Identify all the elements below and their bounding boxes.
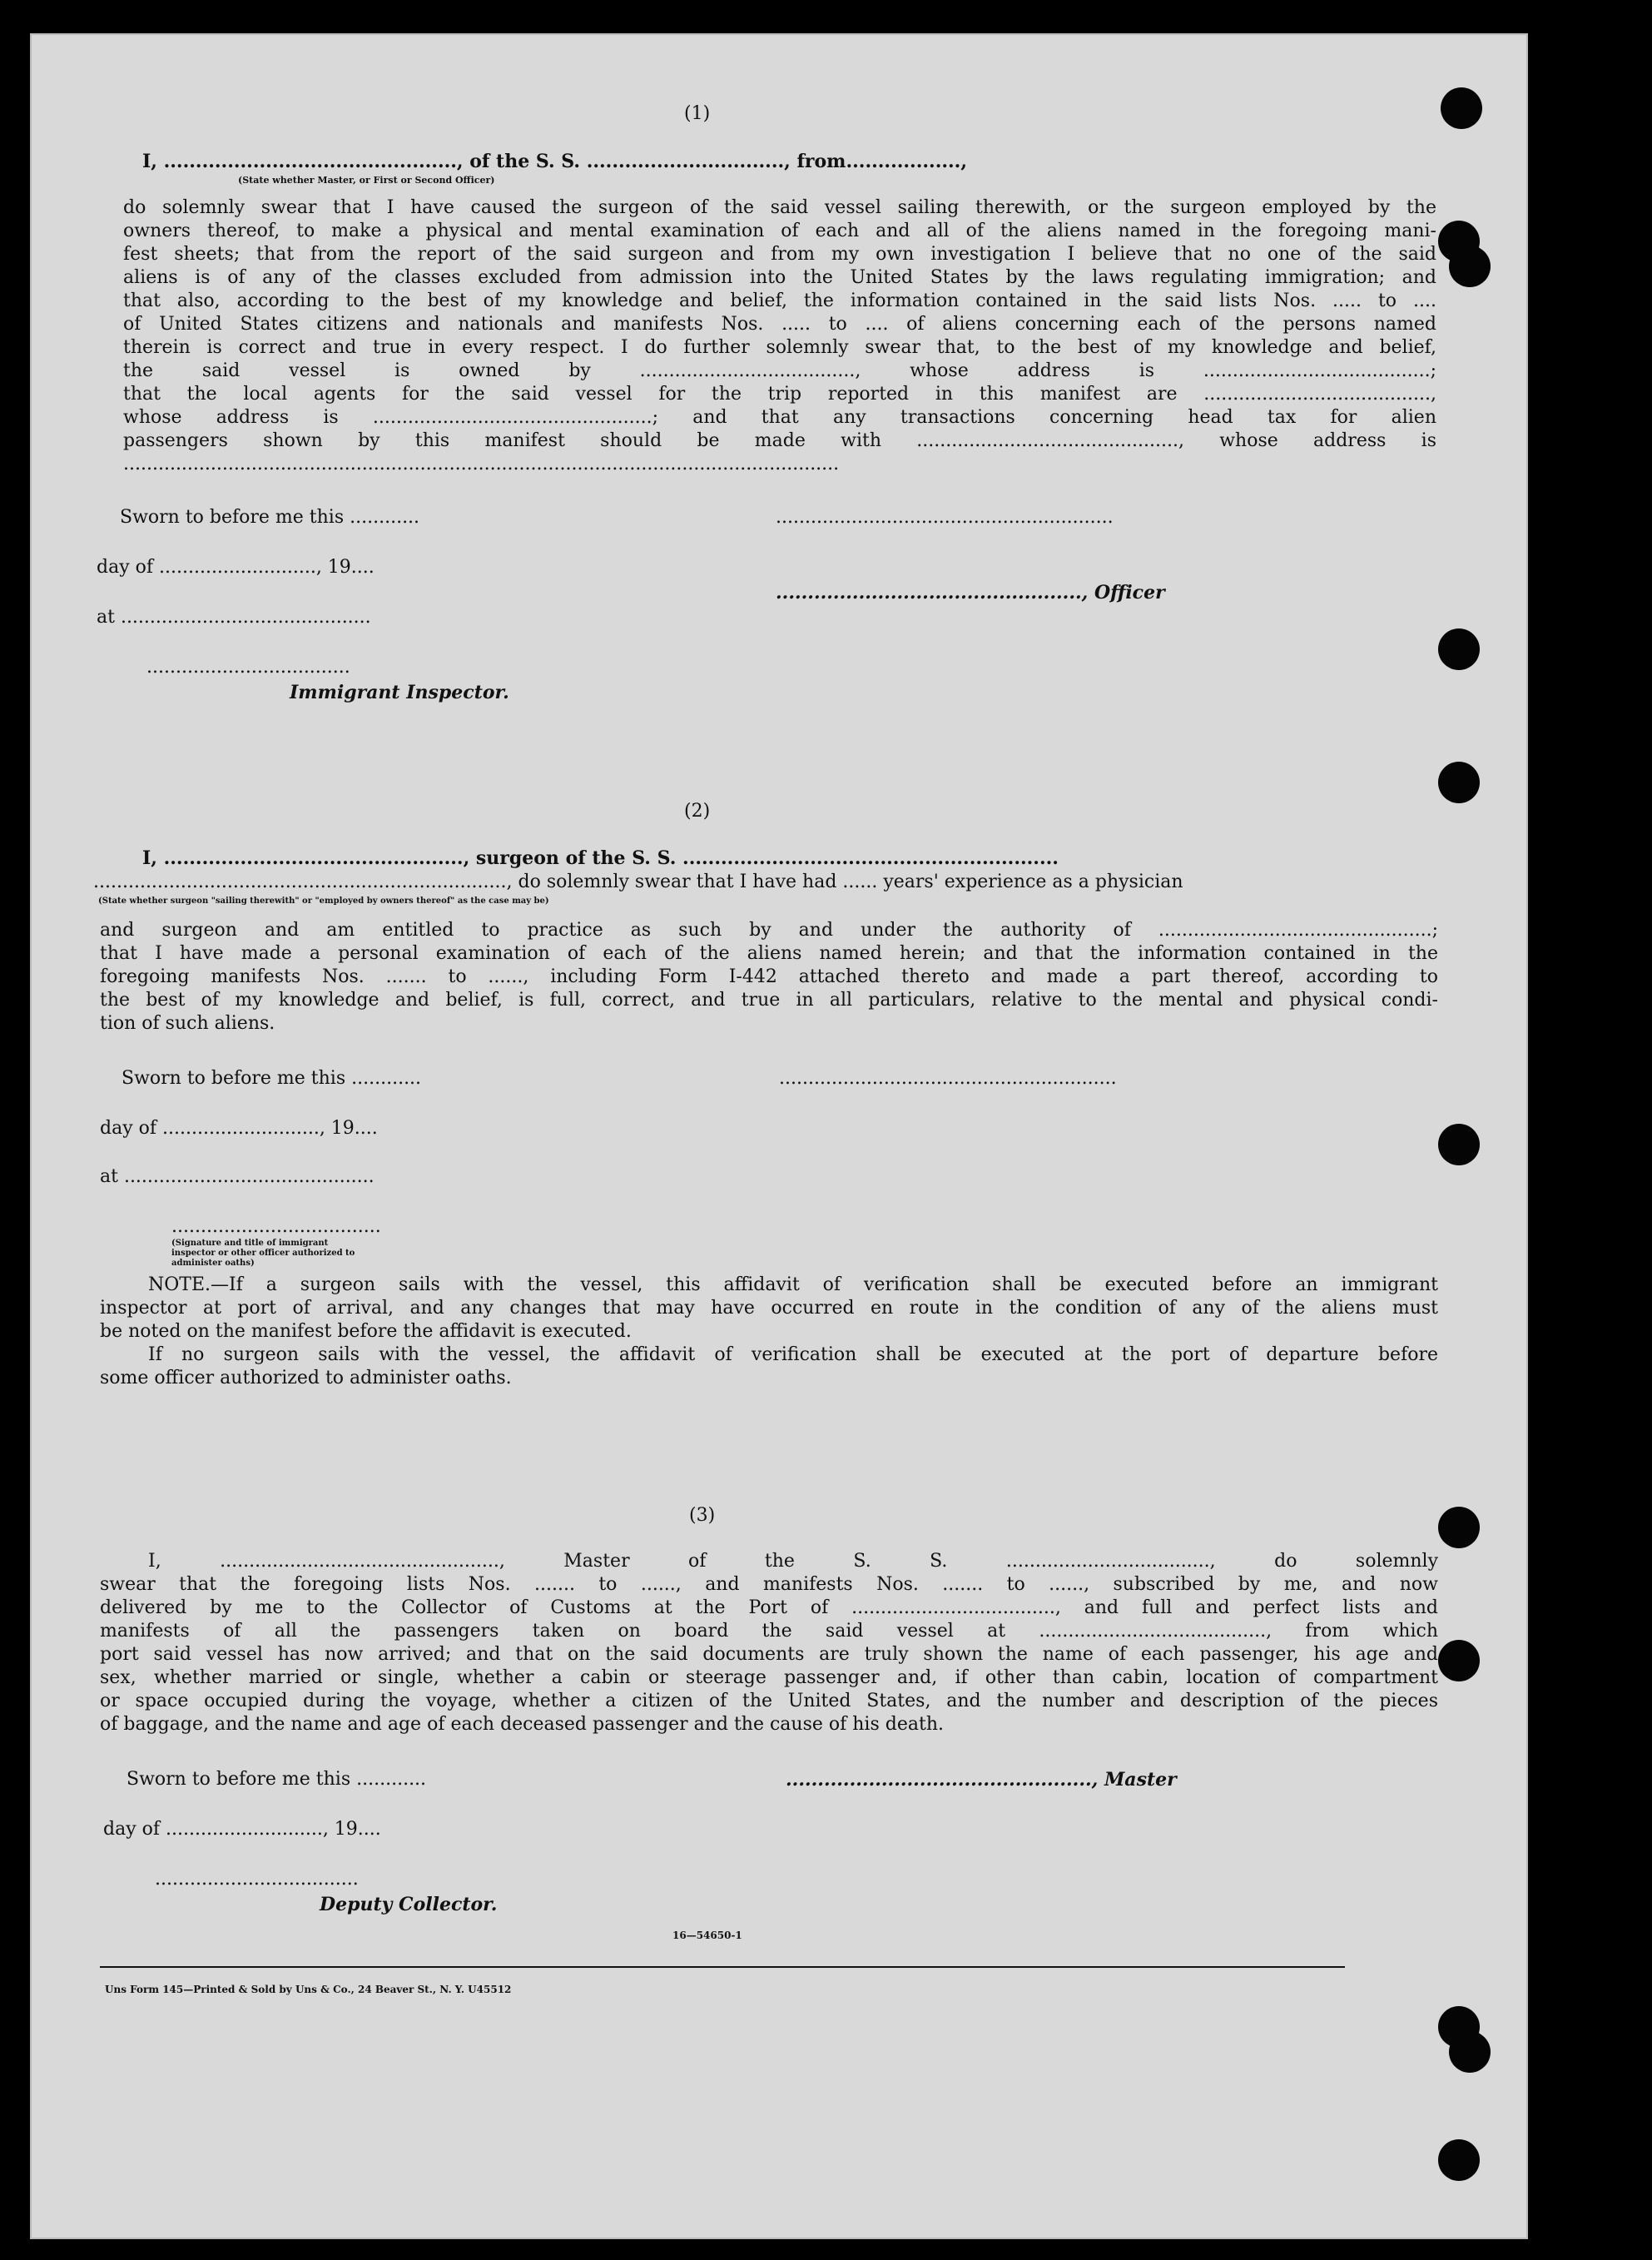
section-1-inspector-label: Immigrant Inspector. — [290, 682, 509, 703]
paragraph-line: port said vessel has now arrived; and that on the said documents are truly shown the name of each passenger, his age and — [100, 1644, 1438, 1665]
section-1-right-dots: .......................................................... — [776, 507, 1114, 528]
binder-hole — [1449, 246, 1491, 287]
paragraph-line: I, ................................................, Master of the S. S. ..................................., do solemnly — [148, 1551, 1438, 1572]
section-2-number: (2) — [684, 801, 711, 822]
section-3-number: (3) — [689, 1505, 716, 1526]
note-line: If no surgeon sails with the vessel, the affidavit of verification shall be executed at the port of departure before — [148, 1344, 1438, 1365]
paragraph-line: or space occupied during the voyage, whether a citizen of the United States, and the number and description of the pieces — [100, 1691, 1438, 1711]
paragraph-line: sex, whether married or single, whether a cabin or steerage passenger and, if other than cabin, location of compartment — [100, 1667, 1438, 1688]
section-1-master-note: (State whether Master, or First or Second Officer) — [238, 175, 495, 186]
paragraph-line: tion of such aliens. — [100, 1013, 275, 1034]
binder-hole — [1441, 87, 1482, 129]
binder-hole — [1438, 762, 1480, 803]
binder-hole — [1438, 2139, 1480, 2181]
paragraph-line: of baggage, and the name and age of each deceased passenger and the cause of his death. — [100, 1714, 944, 1735]
paragraph-line: owners thereof, to make a physical and mental examination of each and all of the aliens named in the foregoing mani- — [123, 221, 1436, 241]
paragraph-line: swear that the foregoing lists Nos. ....... to ......, and manifests Nos. ....... to ......, subscribed by me, and now — [100, 1574, 1438, 1595]
note-line: inspector at port of arrival, and any changes that may have occurred en route in the condition of any of the aliens must — [100, 1298, 1438, 1319]
paragraph-line: and surgeon and am entitled to practice as such by and under the authority of ...............................................; — [100, 920, 1438, 941]
paragraph-line: passengers shown by this manifest should be made with ............................................., whose address is — [123, 430, 1436, 451]
section-3-day: day of ..........................., 19.... — [103, 1819, 381, 1840]
footer-rule — [100, 1966, 1345, 1968]
section-2-sworn: Sworn to before me this ............ — [122, 1068, 422, 1089]
section-1-officer-line: ................................................, Officer — [776, 582, 1165, 603]
paragraph-line: the said vessel is owned by ....................................., whose address is .......................................; — [123, 360, 1436, 381]
section-2-line-2: ......................................................................., do solemnly swear that I have had ...... years' experience as a physician — [93, 872, 1183, 892]
paragraph-line: ........................................................................................................................... — [123, 454, 840, 474]
paragraph-line: foregoing manifests Nos. ....... to ......, including Form I-442 attached thereto and made a part thereof, according to — [100, 966, 1438, 987]
paragraph-line: do solemnly swear that I have caused the surgeon of the said vessel sailing therewith, or the surgeon employed by the — [123, 197, 1436, 218]
paragraph-line: that also, according to the best of my knowledge and belief, the information contained in the said lists Nos. ..... to .... — [123, 291, 1436, 311]
binder-hole — [1438, 1124, 1480, 1165]
section-2-sig-note: (Signature and title of immigrant inspector or other officer authorized to administer oaths) — [171, 1239, 355, 1268]
section-2-day: day of ..........................., 19.... — [100, 1118, 378, 1139]
binder-hole — [1438, 1640, 1480, 1681]
binder-hole — [1438, 1507, 1480, 1548]
section-1-day: day of ..........................., 19.... — [97, 557, 375, 578]
form-number: 16—54650-1 — [672, 1930, 742, 1941]
note-line: some officer authorized to administer oaths. — [100, 1368, 512, 1388]
section-1-at: at ........................................... — [97, 607, 371, 628]
section-1-sworn: Sworn to before me this ............ — [120, 507, 420, 528]
note-line: be noted on the manifest before the affidavit is executed. — [100, 1321, 632, 1342]
section-2-line-1: I, ..............................................., surgeon of the S. S. ........................................................... — [142, 847, 1059, 869]
binder-hole — [1449, 2031, 1491, 2073]
section-1-sig-dots: ................................... — [146, 657, 350, 678]
section-2-at: at ........................................... — [100, 1166, 375, 1187]
paragraph-line: that the local agents for the said vessel for the trip reported in this manifest are ......................................., — [123, 384, 1436, 405]
binder-hole — [1438, 628, 1480, 670]
section-3-sworn: Sworn to before me this ............ — [127, 1769, 427, 1790]
document-page — [30, 33, 1528, 2239]
paragraph-line: the best of my knowledge and belief, is full, correct, and true in all particulars, relative to the mental and physical condi- — [100, 990, 1438, 1011]
paragraph-line: that I have made a personal examination of each of the aliens named herein; and that the information contained in the — [100, 943, 1438, 964]
footer-printer: Uns Form 145—Printed & Sold by Uns & Co., 24 Beaver St., N. Y. U45512 — [105, 1984, 512, 1995]
section-1-header-line: I, .............................................., of the S. S. ..............................., from.................., — [142, 151, 967, 172]
section-3-sig-dots: ................................... — [155, 1869, 359, 1890]
section-2-sig-dots: .................................... — [171, 1216, 381, 1237]
section-1-number: (1) — [684, 103, 711, 124]
section-2-right-dots: .......................................................... — [779, 1068, 1117, 1089]
section-3-master-line: ................................................, Master — [786, 1769, 1177, 1791]
section-2-note: (State whether surgeon "sailing therewith" or "employed by owners thereof" as the case may be) — [98, 897, 549, 906]
note-line: NOTE.—If a surgeon sails with the vessel, this affidavit of verification shall be executed before an immigrant — [148, 1274, 1438, 1295]
paragraph-line: delivered by me to the Collector of Customs at the Port of ..................................., and full and perfect lists and — [100, 1597, 1438, 1618]
paragraph-line: manifests of all the passengers taken on board the said vessel at ......................................., from which — [100, 1621, 1438, 1642]
paragraph-line: aliens is of any of the classes excluded from admission into the United States by the laws regulating immigration; and — [123, 267, 1436, 288]
paragraph-line: therein is correct and true in every respect. I do further solemnly swear that, to the best of my knowledge and belief, — [123, 337, 1436, 358]
paragraph-line: fest sheets; that from the report of the said surgeon and from my own investigation I believe that no one of the said — [123, 244, 1436, 265]
section-3-collector-label: Deputy Collector. — [320, 1894, 498, 1915]
paragraph-line: whose address is ................................................; and that any transactions concerning head tax for alien — [123, 407, 1436, 428]
paragraph-line: of United States citizens and nationals and manifests Nos. ..... to .... of aliens concerning each of the persons named — [123, 314, 1436, 335]
